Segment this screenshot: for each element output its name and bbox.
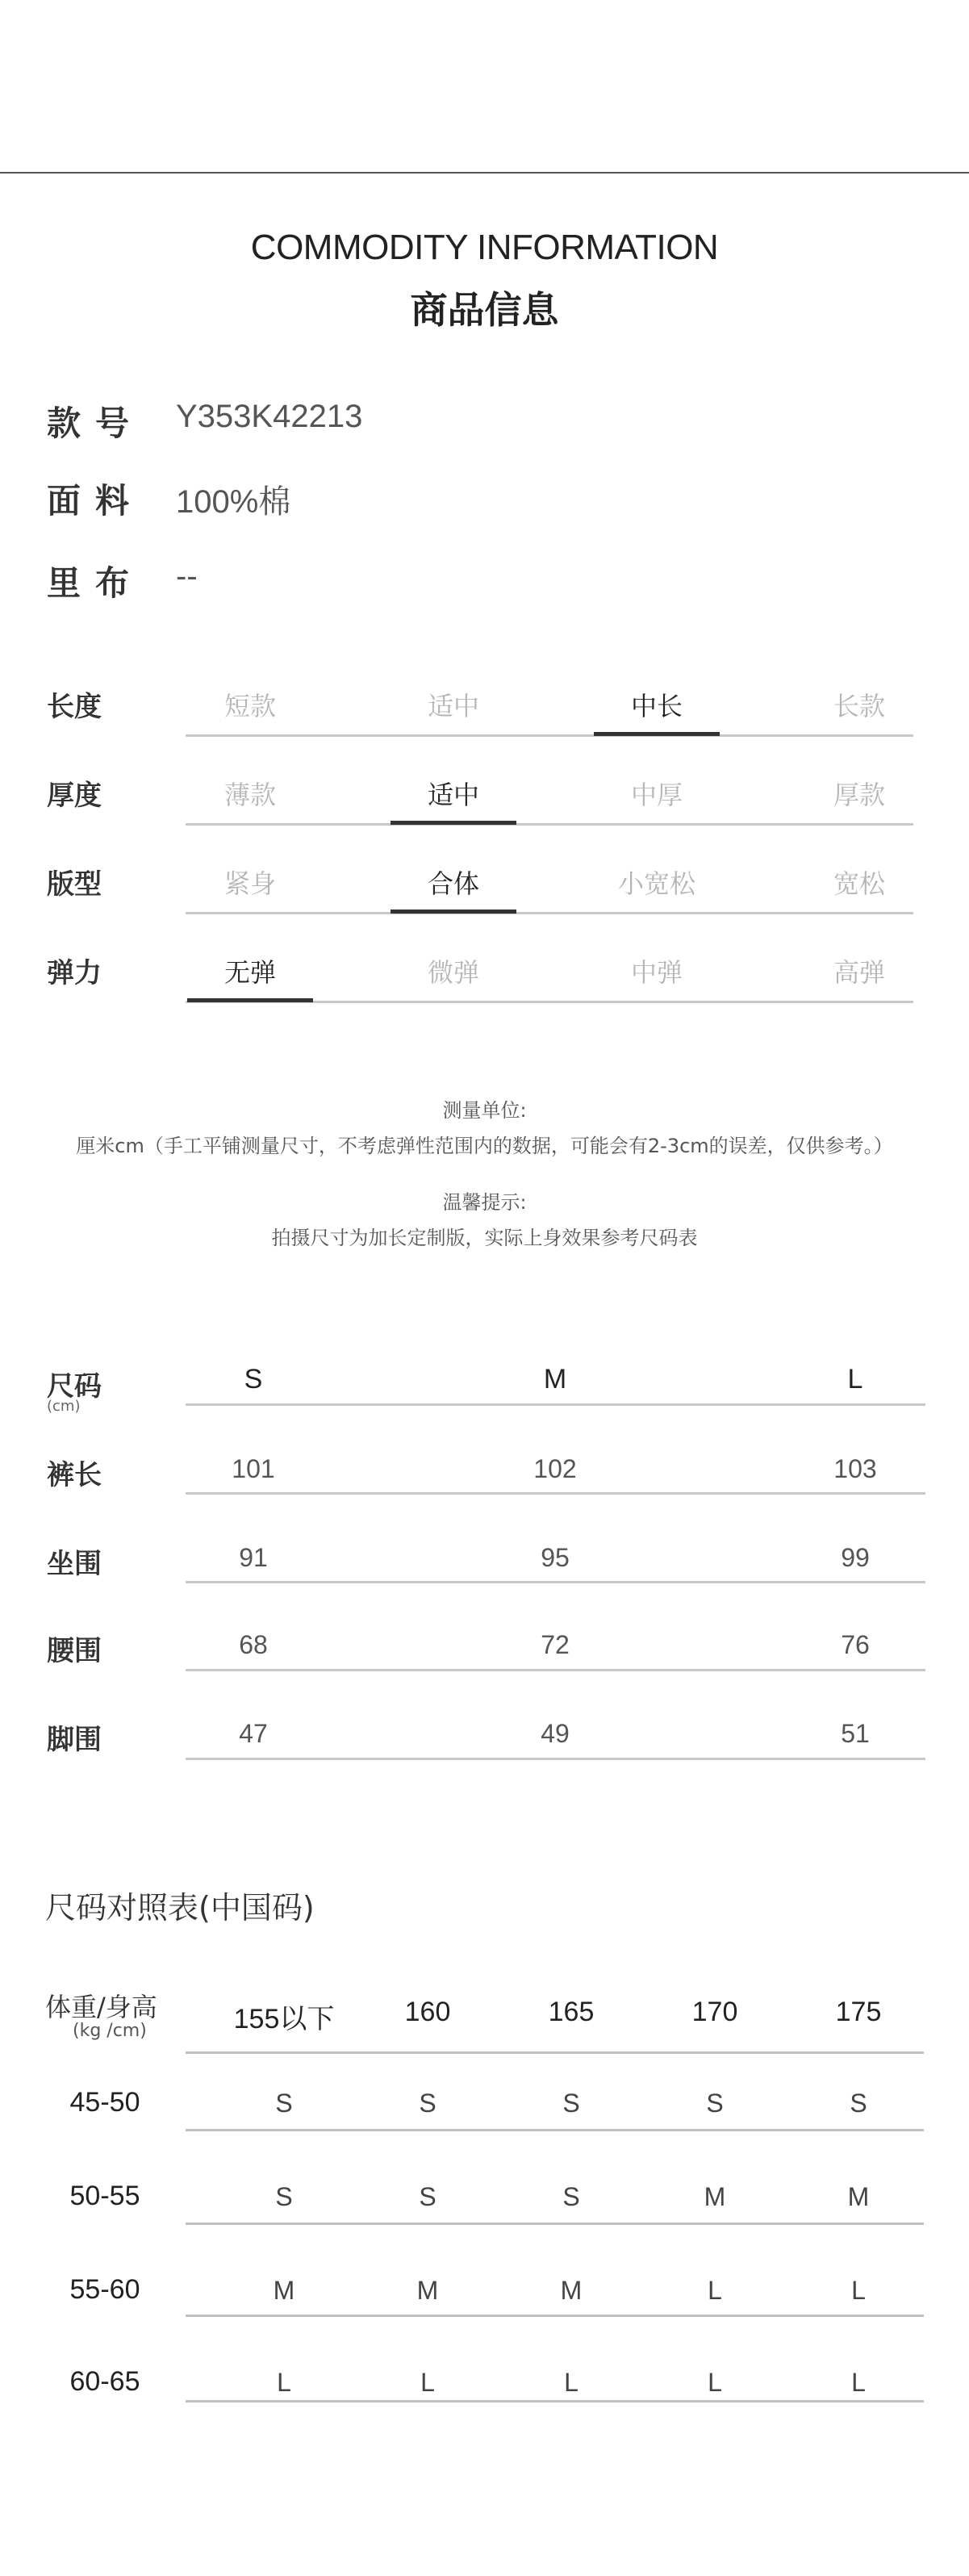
size-cell: 49 (541, 1719, 570, 1748)
size-cell: 68 (239, 1630, 268, 1659)
size-chart-cell: L (277, 2368, 291, 2397)
size-cell: 95 (541, 1543, 570, 1572)
attribute-option: 短款 (223, 691, 276, 721)
title-english: COMMODITY INFORMATION (250, 228, 719, 267)
height-header: 155以下 (233, 2004, 335, 2034)
attribute-option: 适中 (427, 780, 479, 810)
weight-row-label: 60-65 (69, 2366, 140, 2397)
size-chart-unit: (kg /cm) (73, 2021, 147, 2041)
title-chinese: 商品信息 (410, 288, 559, 332)
attribute-option: 中弹 (630, 957, 683, 988)
attribute-option: 长款 (833, 691, 885, 721)
attribute-option: 高弹 (833, 957, 885, 988)
chart-rule (186, 2129, 924, 2131)
table-rule (186, 1492, 925, 1495)
attribute-scale-line (186, 823, 913, 826)
size-chart-title: 尺码对照表(中国码) (45, 1890, 315, 1926)
tip-text: 拍摄尺寸为加长定制版，实际上身效果参考尺码表 (271, 1227, 698, 1249)
size-chart-cell: M (847, 2182, 870, 2211)
attribute-label: 厚度 (47, 780, 102, 812)
size-chart-cell: S (562, 2089, 580, 2118)
size-header-m: M (543, 1364, 567, 1395)
size-chart-cell: L (851, 2368, 866, 2397)
height-header: 165 (548, 1997, 595, 2027)
info-value: Y353K42213 (176, 399, 363, 434)
size-chart-cell: S (850, 2089, 867, 2118)
attribute-option: 无弹 (223, 957, 276, 988)
size-chart-cell: M (416, 2276, 439, 2305)
unit-title: 测量单位: (442, 1099, 527, 1122)
size-cell: 72 (541, 1630, 570, 1659)
weight-row-label: 50-55 (69, 2181, 140, 2211)
height-header: 160 (404, 1997, 451, 2027)
attribute-label: 版型 (47, 868, 102, 901)
height-header: 175 (835, 1997, 882, 2027)
table-rule (186, 1581, 925, 1583)
attribute-label: 弹力 (47, 957, 102, 989)
size-chart-cell: L (708, 2368, 722, 2397)
size-chart-cell: S (562, 2182, 580, 2211)
attribute-option: 小宽松 (617, 868, 695, 899)
size-chart-cell: L (851, 2276, 866, 2305)
size-row-label: 坐围 (47, 1548, 102, 1580)
table-rule (186, 1669, 925, 1671)
attribute-row (0, 951, 969, 1007)
info-label: 面料 (47, 481, 144, 521)
info-value: -- (176, 558, 198, 594)
attribute-option: 紧身 (223, 868, 276, 899)
attribute-selected-marker (391, 910, 516, 914)
attribute-row (0, 862, 969, 918)
size-chart-cell: M (560, 2276, 583, 2305)
attribute-option: 微弹 (427, 957, 479, 988)
size-chart-cell: L (708, 2276, 722, 2305)
attribute-option: 适中 (427, 691, 479, 721)
attribute-option: 厚款 (833, 780, 885, 810)
size-cell: 102 (533, 1454, 577, 1483)
size-cell: 99 (841, 1543, 870, 1572)
attribute-option: 合体 (427, 868, 479, 899)
attribute-option: 宽松 (833, 868, 885, 899)
unit-text: 厘米cm（手工平铺测量尺寸，不考虑弹性范围内的数据，可能会有2-3cm的误差，仅供参考。） (76, 1135, 893, 1157)
size-row-label: 脚围 (47, 1724, 102, 1756)
attribute-label: 长度 (47, 691, 102, 723)
size-cell: 51 (841, 1719, 870, 1748)
info-label: 里布 (47, 563, 144, 603)
size-row-label: 腰围 (47, 1635, 102, 1667)
size-table-unit: (cm) (47, 1398, 81, 1415)
size-header-s: S (244, 1364, 263, 1395)
size-cell: 91 (239, 1543, 268, 1572)
weight-row-label: 55-60 (69, 2274, 140, 2305)
size-row-label: 裤长 (47, 1459, 102, 1491)
info-label: 款号 (47, 404, 144, 443)
size-cell: 101 (232, 1454, 275, 1483)
attribute-selected-marker (187, 998, 313, 1002)
attribute-scale-line (186, 734, 913, 737)
size-chart-cell: M (704, 2182, 726, 2211)
chart-rule (186, 2051, 924, 2054)
table-rule (186, 1403, 925, 1406)
attribute-row (0, 684, 969, 741)
info-value: 100%棉 (176, 484, 291, 520)
size-chart-cell: S (706, 2089, 724, 2118)
size-table-header-label: 尺码 (47, 1370, 102, 1403)
size-chart-cell: L (564, 2368, 578, 2397)
attribute-option: 薄款 (223, 780, 276, 810)
tip-title: 温馨提示: (442, 1191, 527, 1214)
size-chart-cell: L (420, 2368, 435, 2397)
size-chart-cell: S (275, 2182, 293, 2211)
size-chart-cell: S (419, 2089, 436, 2118)
chart-rule (186, 2400, 924, 2402)
weight-row-label: 45-50 (69, 2087, 140, 2118)
size-chart-cell: S (275, 2089, 293, 2118)
attribute-selected-marker (594, 732, 720, 736)
size-cell: 76 (841, 1630, 870, 1659)
attribute-option: 中厚 (630, 780, 683, 810)
size-chart-cell: M (273, 2276, 295, 2305)
size-header-l: L (847, 1364, 863, 1395)
table-rule (186, 1758, 925, 1760)
size-chart-cell: S (419, 2182, 436, 2211)
top-divider (0, 172, 969, 174)
size-chart-header-label: 体重/身高 (45, 1992, 157, 2022)
chart-rule (186, 2315, 924, 2317)
height-header: 170 (691, 1997, 738, 2027)
size-cell: 47 (239, 1719, 268, 1748)
chart-rule (186, 2223, 924, 2225)
attribute-scale-line (186, 912, 913, 914)
attribute-option: 中长 (630, 691, 683, 721)
attribute-row (0, 773, 969, 830)
size-cell: 103 (833, 1454, 877, 1483)
attribute-selected-marker (391, 821, 516, 825)
